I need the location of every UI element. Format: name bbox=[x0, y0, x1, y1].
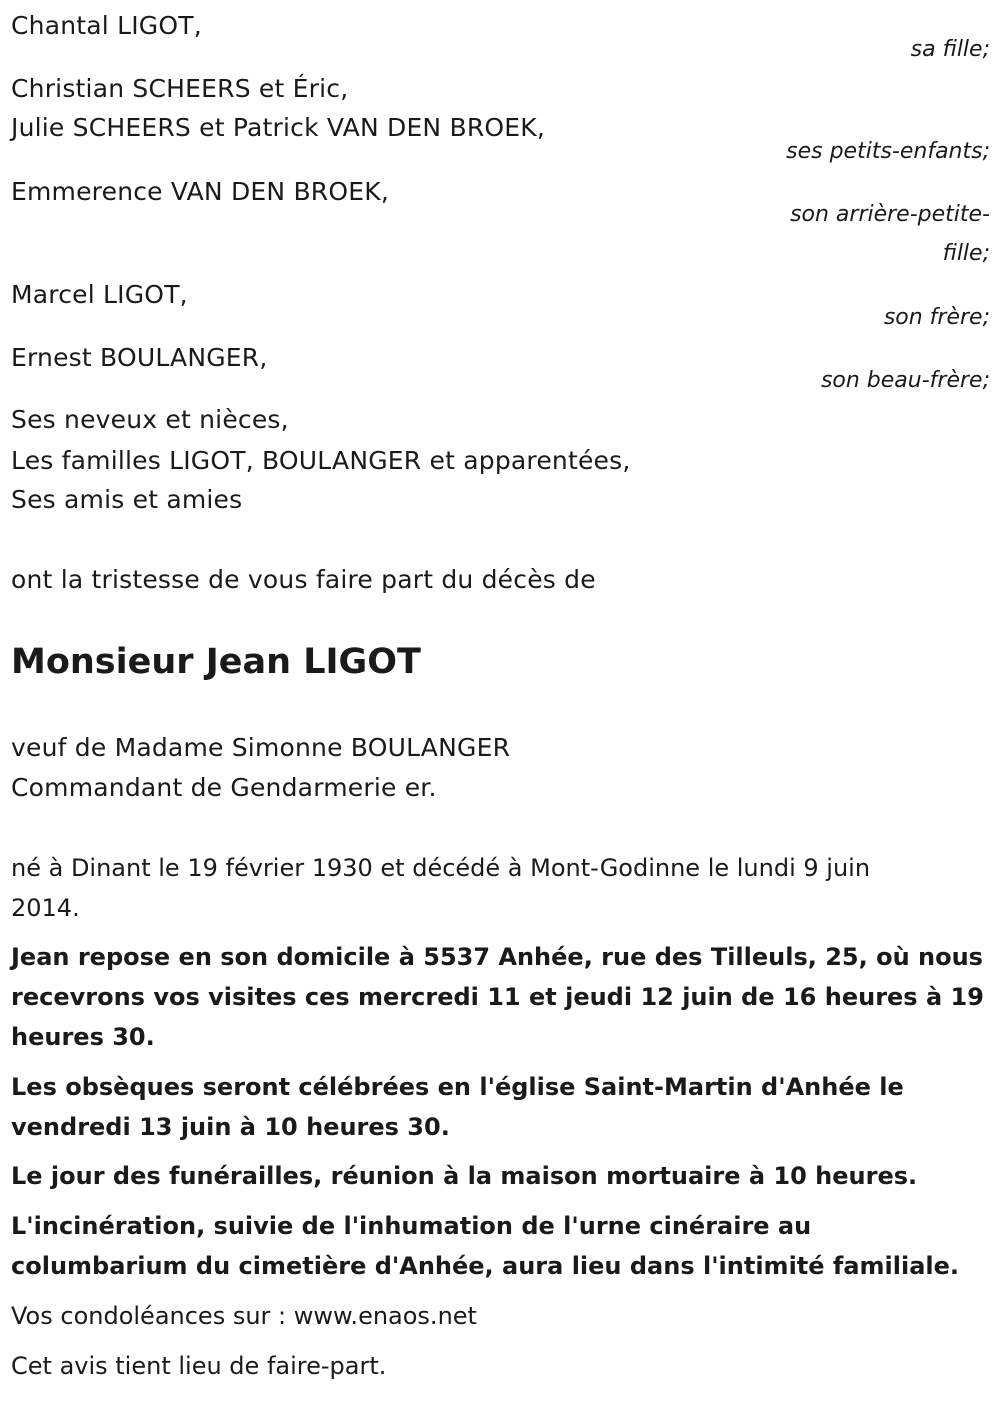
relation-label: son frère; bbox=[883, 305, 990, 330]
family-name-line: Marcel LIGOT, bbox=[11, 280, 188, 309]
relation-label: ses petits-enfants; bbox=[786, 139, 990, 164]
birth-death-line: 2014. bbox=[11, 894, 80, 922]
cremation-line: L'incinération, suivie de l'inhumation de l'urne cinéraire au bbox=[11, 1212, 812, 1240]
family-name-line: Julie SCHEERS et Patrick VAN DEN BROEK, bbox=[11, 113, 546, 142]
cremation-line: columbarium du cimetière d'Anhée, aura lieu dans l'intimité familiale. bbox=[11, 1252, 960, 1280]
others-line: Les familles LIGOT, BOULANGER et apparentées, bbox=[11, 446, 631, 475]
visit-line: heures 30. bbox=[11, 1023, 155, 1051]
relation-label: son beau-frère; bbox=[820, 368, 990, 393]
detail-line: veuf de Madame Simonne BOULANGER bbox=[11, 733, 511, 762]
visit-line: Jean repose en son domicile à 5537 Anhée, rue des Tilleuls, 25, où nous bbox=[11, 943, 983, 971]
others-line: Ses amis et amies bbox=[11, 485, 243, 514]
family-name-line: Ernest BOULANGER, bbox=[11, 343, 268, 372]
relation-label: son arrière-petite- bbox=[790, 202, 990, 227]
funeral-line: Les obsèques seront célébrées en l'église Saint-Martin d'Anhée le bbox=[11, 1073, 904, 1101]
relation-label: fille; bbox=[942, 241, 990, 266]
announcement-text: ont la tristesse de vous faire part du décès de bbox=[11, 565, 596, 594]
family-name-line: Emmerence VAN DEN BROEK, bbox=[11, 177, 389, 206]
birth-death-line: né à Dinant le 19 février 1930 et décédé à Mont-Godinne le lundi 9 juin bbox=[11, 854, 871, 882]
funeral-line: vendredi 13 juin à 10 heures 30. bbox=[11, 1113, 450, 1141]
meeting-line: Le jour des funérailles, réunion à la maison mortuaire à 10 heures. bbox=[11, 1162, 918, 1190]
relation-label: sa fille; bbox=[910, 37, 990, 62]
condolences-line: Vos condoléances sur : www.enaos.net bbox=[11, 1302, 477, 1330]
notice-line: Cet avis tient lieu de faire-part. bbox=[11, 1352, 387, 1380]
deceased-name: Monsieur Jean LIGOT bbox=[11, 642, 421, 682]
visit-line: recevrons vos visites ces mercredi 11 et jeudi 12 juin de 16 heures à 19 bbox=[11, 983, 984, 1011]
family-name-line: Chantal LIGOT, bbox=[11, 11, 202, 40]
family-name-line: Christian SCHEERS et Éric, bbox=[11, 74, 349, 103]
others-line: Ses neveux et nièces, bbox=[11, 405, 289, 434]
detail-line: Commandant de Gendarmerie er. bbox=[11, 773, 437, 802]
